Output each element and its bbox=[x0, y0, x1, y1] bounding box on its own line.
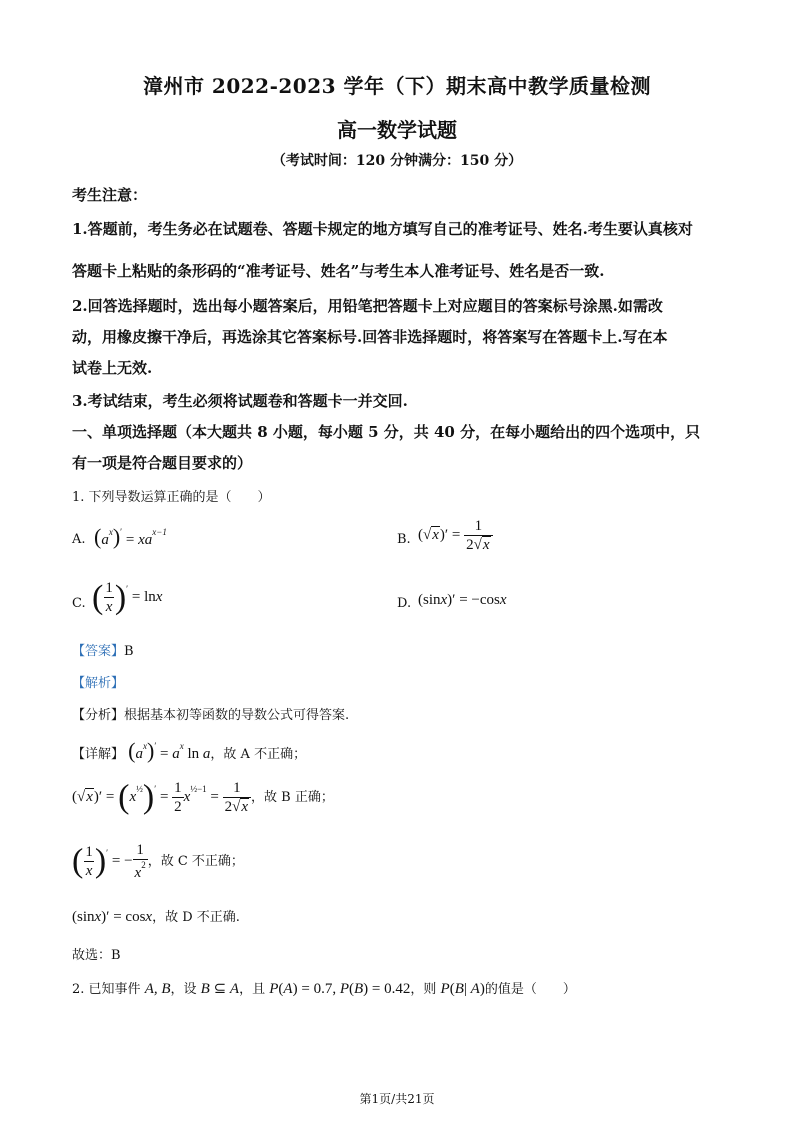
q2-pb: 0.42 bbox=[384, 981, 411, 997]
q2-mid3: ，则 bbox=[410, 982, 437, 997]
section-heading-line-2: 有一项是符合题目要求的） bbox=[72, 454, 253, 472]
q1-option-a-label: A. bbox=[72, 532, 86, 547]
q1-option-b-label: B. bbox=[397, 532, 411, 547]
q2-mid2: ，且 bbox=[239, 982, 266, 997]
q2-stem: 2. 已知事件 A, B，设 B ⊆ A，且 P(A) = 0.7, P(B) = 0.42，则 P(B| A)的值是（ ） bbox=[72, 981, 576, 997]
q1-detail-c: ( $\frac{1}{x}$ )′ = − $\frac{1}{x^2}$ ，故 C 不正确； bbox=[72, 842, 244, 881]
q2-events: A, B bbox=[144, 981, 171, 997]
q2-prefix: 2. 已知事件 bbox=[72, 982, 141, 997]
note-2-line-2: 动，用橡皮擦干净后，再选涂其它答案标号.回答非选择题时，将答案写在答题卡上.写在本 bbox=[72, 328, 668, 346]
note-3: 3.考试结束，考生必须将试题卷和答题卡一并交回. bbox=[72, 392, 408, 410]
notes-heading: 考生注意： bbox=[72, 186, 148, 204]
page-title: 漳州市 2022-2023 学年（下）期末高中教学质量检测 bbox=[142, 74, 652, 98]
q2-mid1: ，设 bbox=[170, 982, 197, 997]
q1-stem: 1. 下列导数运算正确的是（ ） bbox=[72, 490, 271, 505]
q1-choice: 故选：B bbox=[72, 948, 121, 963]
detail-a-text: ，故 A 不正确； bbox=[210, 747, 307, 762]
q1-option-b-formula: (√x)′ = $\frac{1}{2√x}$ bbox=[418, 518, 493, 554]
answer-tag: 【答案】 bbox=[72, 644, 125, 659]
detail-b-text: ，故 B 正确； bbox=[251, 790, 334, 806]
q1-detail-b: $(√x)' = (x^{\frac{1}{2}})'$ = $\frac{1}{2}$ $x^{\frac{1}{2}-1}$ = $\frac{1}{2√x}$ ，故 B 正确； bbox=[72, 778, 334, 816]
note-1-line-2: 答题卡上粘贴的条形码的“准考证号、姓名”与考生本人准考证号、姓名是否一致. bbox=[72, 262, 605, 280]
analysis-tag: 【解析】 bbox=[72, 676, 125, 691]
exam-info: （考试时间：120 分钟满分：150 分） bbox=[271, 153, 523, 169]
page-subtitle: 高一数学试题 bbox=[337, 118, 457, 142]
q1-fenxi bbox=[72, 704, 349, 723]
note-1-line-1: 1.答题前，考生务必在试题卷、答题卡规定的地方填写自己的准考证号、姓名.考生要认真核对 bbox=[72, 220, 693, 238]
section-heading-line-1: 一、单项选择题（本大题共 8 小题，每小题 5 分，共 40 分，在每小题给出的四个选项中，只 bbox=[72, 423, 701, 441]
q1-option-c-label: C. bbox=[72, 596, 86, 611]
q1-detail-a: 【详解】 $(a^x)' = a^x$ ln a，故 A 不正确； bbox=[72, 738, 307, 763]
fenxi-text: 根据基本初等函数的导数公式可得答案. bbox=[124, 708, 350, 723]
page-footer: 第1页/共21页 bbox=[359, 1092, 435, 1106]
q1-option-a-formula: $(a^x)' = xa^{x-1}$ bbox=[94, 524, 167, 549]
detail-tag: 【详解】 bbox=[72, 747, 125, 762]
detail-d-text: ，故 D 不正确. bbox=[152, 910, 240, 925]
note-2-line-3: 试卷上无效. bbox=[72, 359, 153, 377]
q2-suffix: 的值是（ ） bbox=[484, 982, 576, 997]
detail-c-text: ，故 C 不正确； bbox=[147, 854, 244, 870]
q1-option-c-formula: ( $\frac{1}{x}$ )′ = lnx bbox=[92, 578, 163, 616]
q1-option-d-label: D. bbox=[397, 596, 412, 611]
answer-value: B bbox=[124, 644, 134, 659]
q1-detail-d: (sinx)′ = cosx，故 D 不正确. bbox=[72, 909, 240, 925]
q1-option-d-formula: (sinx)′ = −cosx bbox=[418, 592, 507, 608]
q1-answer bbox=[72, 640, 134, 659]
fenxi-tag: 【分析】 bbox=[72, 708, 125, 723]
q2-pa: 0.7 bbox=[313, 981, 333, 997]
note-2-line-1: 2.回答选择题时，选出每小题答案后，用铅笔把答题卡上对应题目的答案标号涂黑.如需改 bbox=[72, 297, 663, 315]
